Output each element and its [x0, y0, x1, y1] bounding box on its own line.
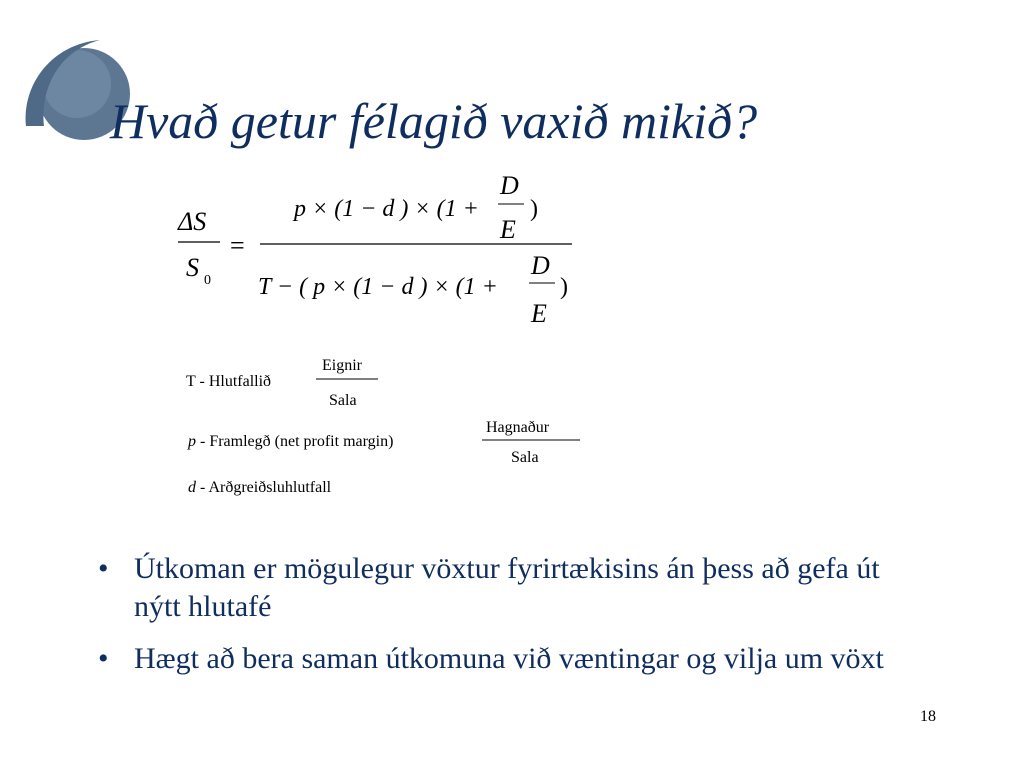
- bullet-item: [92, 550, 932, 626]
- definition-t-denominator: Sala: [329, 392, 357, 409]
- definition-t-numerator: Eignir: [322, 357, 362, 374]
- numerator-close-paren: ): [530, 196, 538, 222]
- growth-formula: [176, 170, 596, 330]
- bullet-item: [92, 640, 932, 678]
- numerator-expression: p × (1 − d ) × (1 +: [294, 196, 479, 222]
- bullet-text: Hægt að bera saman útkomuna við væntingar og vilja um vöxt: [134, 642, 884, 675]
- definition-t-label: T - Hlutfallið: [186, 373, 272, 390]
- definition-p-numerator: Hagnaður: [486, 419, 550, 436]
- denominator-E: E: [531, 299, 547, 328]
- definition-p-label: - Framlegð (net profit margin): [196, 433, 394, 450]
- lhs-denominator-subscript: 0: [204, 273, 211, 288]
- definition-d-label: - Arðgreiðsluhlutfall: [196, 479, 332, 496]
- definition-p-variable: p: [188, 433, 196, 450]
- definition-d-variable: d: [188, 479, 196, 496]
- denominator-close-paren: ): [560, 274, 568, 300]
- numerator-E: E: [500, 215, 516, 244]
- bullet-list: [92, 550, 932, 692]
- denominator-D: D: [531, 251, 550, 280]
- denominator-expression: T − ( p × (1 − d ) × (1 +: [258, 274, 498, 300]
- page-number: 18: [920, 708, 936, 725]
- bullet-symbol: •: [98, 642, 109, 675]
- definition-p-denominator: Sala: [511, 449, 539, 466]
- equals-sign: =: [230, 231, 245, 260]
- bullet-text: Útkoman er mögulegur vöxtur fyrirtækisins án þess að gefa út nýtt hlutafé: [134, 552, 880, 623]
- svg-text:d - Arðgreiðsluhlutfall: [188, 479, 332, 496]
- variable-definitions: [186, 352, 606, 502]
- lhs-numerator: ΔS: [178, 207, 207, 236]
- numerator-D: D: [500, 171, 519, 200]
- slide-title: Hvað getur félagið vaxið mikið?: [110, 93, 758, 149]
- svg-text:p - Framlegð (net profit margi: [187, 433, 393, 450]
- lhs-denominator: S: [186, 253, 199, 282]
- bullet-symbol: •: [98, 552, 109, 585]
